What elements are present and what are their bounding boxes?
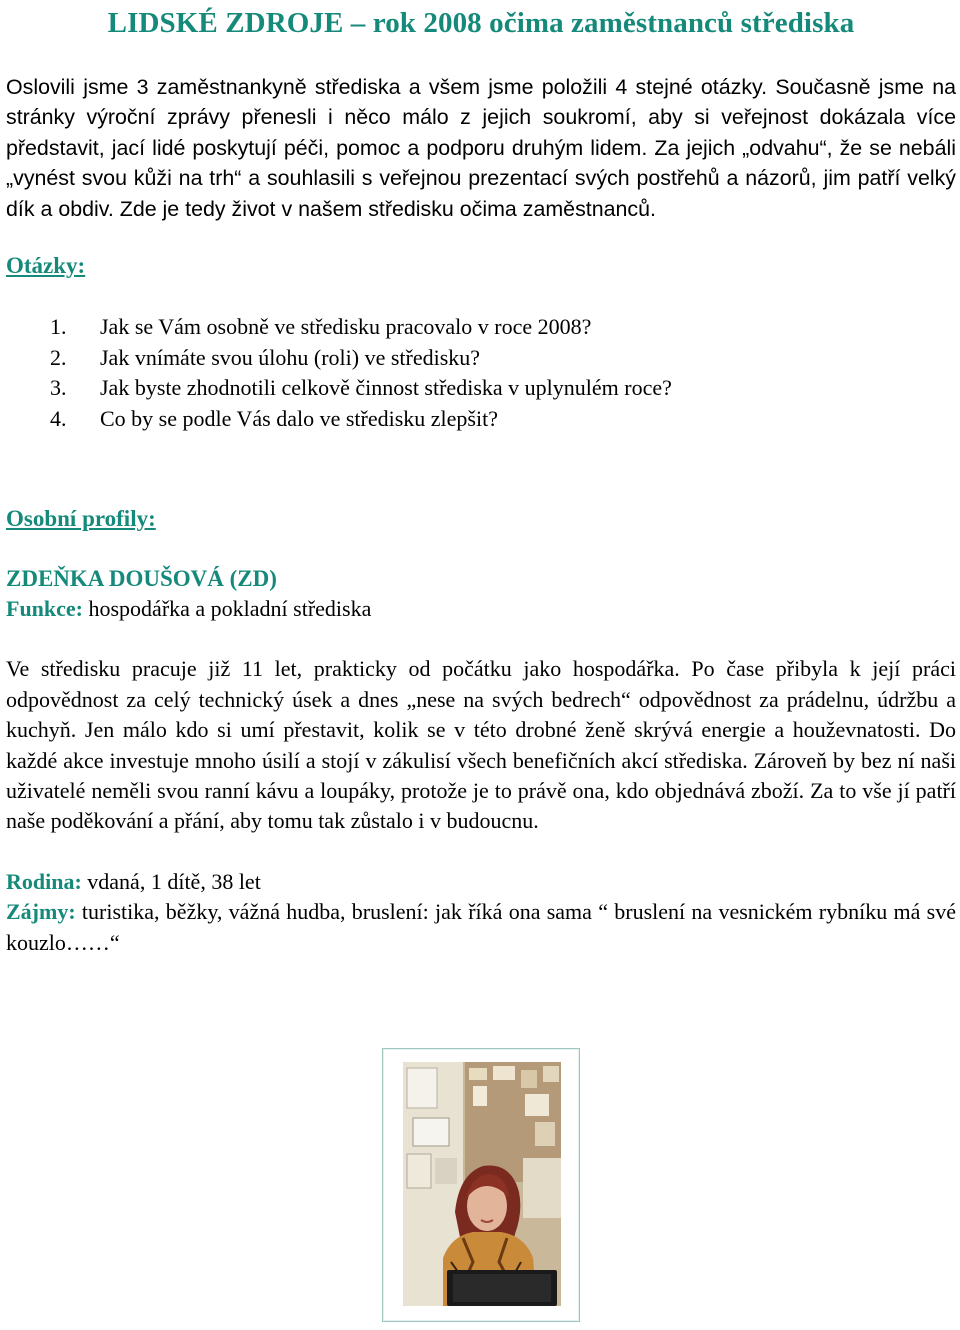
document-page: [0, 6, 960, 958]
function-label: Funkce:: [6, 596, 83, 622]
list-item: [6, 404, 956, 435]
family-value: vdaná, 1 dítě, 38 let: [81, 868, 261, 894]
function-value: hospodářka a pokladní střediska: [83, 596, 372, 622]
interests-label: Zájmy:: [6, 899, 76, 925]
intro-paragraph: Oslovili jsme 3 zaměstnankyně střediska a všem jsme položili 4 stejné otázky. Současně jsme na stránky výroční zprávy přenesli i něco málo z jejich soukromí, aby si veřejnost dokázala více představit, jací lidé poskytují péči, pomoc a podporu druhým lidem. Za jejich „odvahu“, že se nebáli „vynést svou kůži na trh“ a souhlasili s veřejnou prezentací svých postřehů a názorů, jim patří velký dík a obdiv. Zde je tedy život v našem středisku očima zaměstnanců.: [6, 75, 956, 221]
profile-function: [6, 594, 956, 624]
list-item: [6, 343, 956, 374]
question-text: Jak byste zhodnotili celkově činnost střediska v uplynulém roce?: [100, 375, 672, 401]
list-item: [6, 373, 956, 404]
question-text: Jak se Vám osobně ve středisku pracovalo v roce 2008?: [100, 314, 592, 340]
profiles-heading: Osobní profily:: [6, 506, 156, 532]
questions-heading: Otázky:: [6, 253, 86, 279]
list-item: [6, 312, 956, 343]
question-number: 4.: [50, 405, 67, 431]
questions-list: [6, 312, 956, 434]
photo-frame: [382, 1048, 580, 1322]
question-number: 3.: [50, 375, 67, 401]
profile-name: ZDEŇKA DOUŠOVÁ (ZD): [6, 566, 277, 592]
family-label: Rodina:: [6, 868, 82, 894]
question-text: Co by se podle Vás dalo ve středisku zlepšit?: [100, 405, 498, 431]
interests-value: turistika, běžky, vážná hudba, bruslení: jak říká ona sama “ bruslení na vesnickém rybníku má své kouzlo……“: [6, 899, 956, 955]
page-title: LIDSKÉ ZDROJE – rok 2008 očima zaměstnanců střediska: [107, 7, 855, 39]
question-number: 2.: [50, 344, 67, 370]
profile-interests: [6, 897, 956, 958]
question-number: 1.: [50, 314, 67, 340]
profile-family: [6, 867, 956, 897]
question-text: Jak vnímáte svou úlohu (roli) ve středisku?: [100, 344, 481, 370]
profile-photo: [403, 1062, 561, 1306]
profile-bio: Ve středisku pracuje již 11 let, prakticky od počátku jako hospodářka. Po čase přibyla k její práci odpovědnost za celý technický úsek a dnes „nese na svých bedrech“ odpovědnost za prádelnu, údržbu a kuchyň. Jen málo kdo si umí přestavit, kolik se v této drobné ženě skrývá energie a houževnatosti. Do každé akce investuje mnoho úsilí a stojí v zákulisí všech benefičních akcí střediska. Zároveň by bez ní naši uživatelé neměli svou ranní kávu a loupáky, protože je to právě ona, kdo objednává zboží. Za to vše jí patří naše poděkování a přání, aby tomu tak zůstalo i v budoucnu.: [6, 656, 956, 834]
